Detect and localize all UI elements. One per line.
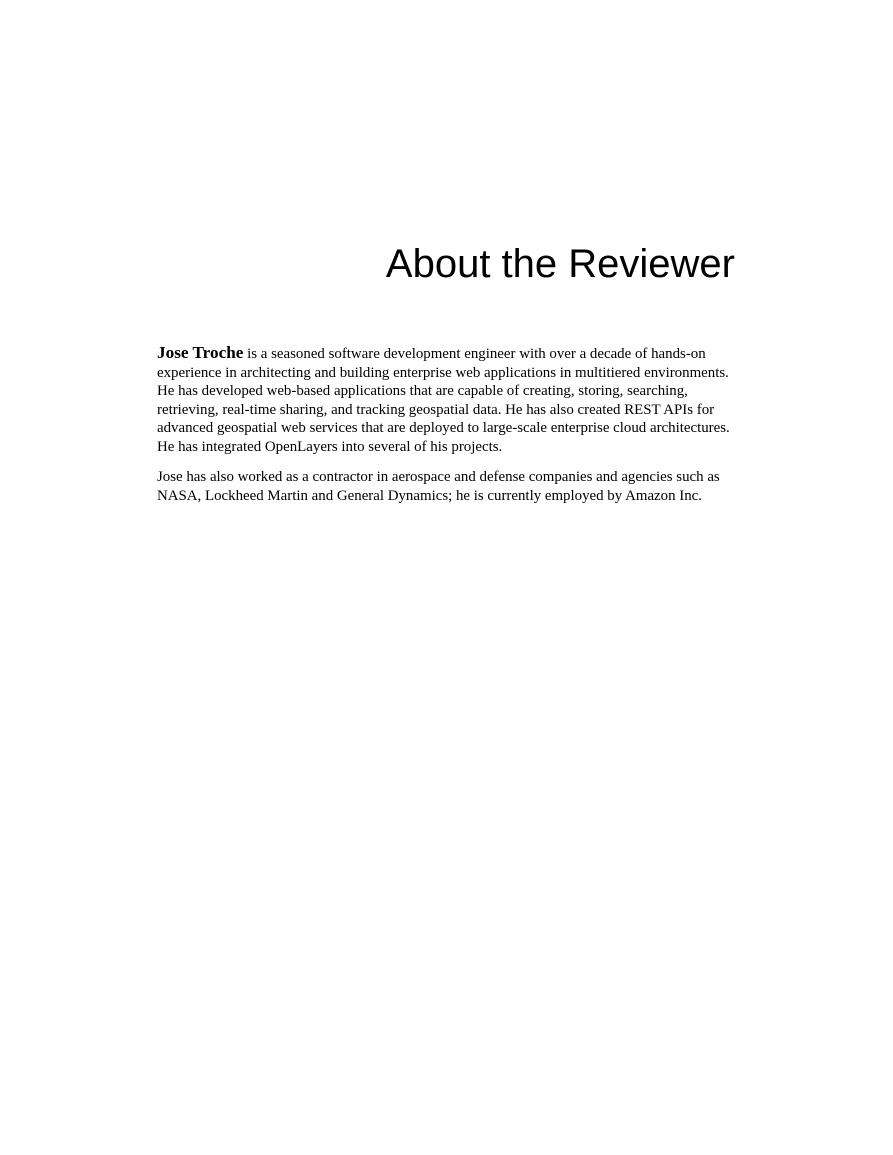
page-title: About the Reviewer — [385, 242, 735, 286]
reviewer-name: Jose Troche — [157, 343, 244, 362]
bio-paragraph-1-text: is a seasoned software development engineer with over a decade of hands-on experience in architecting and building enterprise web applications in multitiered environments. He has developed web-based applications that are capable of creating, storing, searching, retrieving, real-time sharing, and tracking geospatial data. He has also created REST APIs for advanced geospatial web services that are deployed to large-scale enterprise cloud architectures. He has integrated OpenLayers into several of his projects. — [157, 346, 730, 455]
reviewer-bio — [157, 344, 737, 517]
bio-paragraph-1 — [157, 344, 737, 456]
bio-paragraph-2: Jose has also worked as a contractor in aerospace and defense companies and agencies such as NASA, Lockheed Martin and General Dynamics; he is currently employed by Amazon Inc. — [157, 469, 720, 504]
